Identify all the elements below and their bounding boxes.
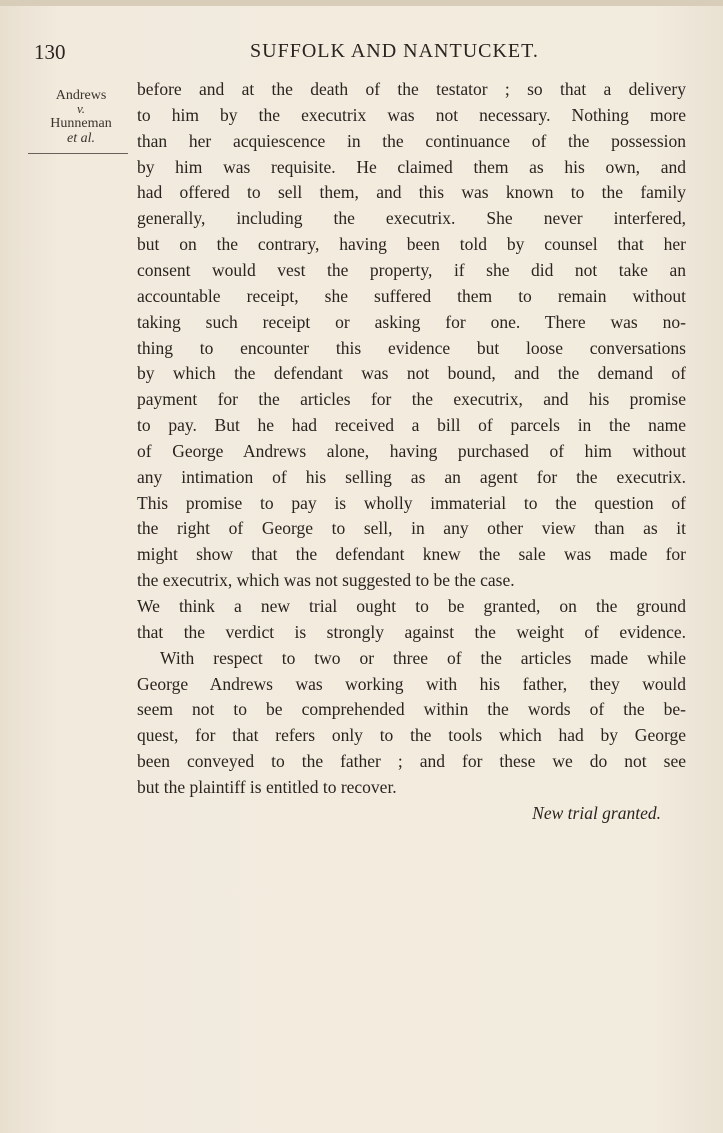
page-edge — [0, 0, 723, 6]
text-line: accountable receipt, she suffered them to remain without — [137, 285, 686, 306]
text-line: to him by the executrix was not necessary. Nothing more — [137, 104, 686, 125]
closing-disposition: New trial granted. — [532, 802, 661, 823]
text-line: quest, for that refers only to the tools which had by George — [137, 725, 686, 746]
text-line: by him was requisite. He claimed them as his own, and — [137, 156, 686, 177]
text-line: generally, including the executrix. She never interfered, — [137, 208, 686, 229]
running-title: SUFFOLK AND NANTUCKET. — [250, 40, 539, 62]
margin-note-plaintiff: Andrews — [55, 88, 107, 103]
text-line: might show that the defendant knew the sale was made for — [137, 544, 686, 565]
text-line: that the verdict is strongly against the weight of evidence. — [137, 621, 686, 642]
text-line: consent would vest the property, if she did not take an — [137, 259, 686, 280]
page-number: 130 — [34, 40, 66, 64]
text-line: before and at the death of the testator ; so that a delivery — [137, 79, 686, 99]
text-line: to pay. But he had received a bill of parcels in the name — [137, 415, 686, 436]
text-line: payment for the articles for the executrix, and his promise — [137, 389, 686, 410]
margin-note-et-al: et al. — [67, 131, 95, 146]
text-line: of George Andrews alone, having purchased of him without — [137, 440, 686, 461]
text-line: the right of George to sell, in any other view than as it — [137, 518, 686, 539]
margin-rule — [28, 153, 128, 154]
text-line: by which the defendant was not bound, and the demand of — [137, 363, 686, 384]
margin-note-versus: v. — [76, 101, 86, 116]
margin-note-defendant: Hunneman — [50, 116, 112, 131]
text-line: than her acquiescence in the continuance of the possession — [137, 130, 686, 151]
text-line: We think a new trial ought to be granted, on the ground — [137, 596, 686, 616]
text-line: With respect to two or three of the articles made while — [160, 647, 686, 668]
text-line: thing to encounter this evidence but loose conversations — [137, 337, 686, 358]
text-line: but the plaintiff is entitled to recover. — [137, 776, 397, 797]
text-line: This promise to pay is wholly immaterial to the question of — [137, 492, 686, 513]
text-line: had offered to sell them, and this was known to the family — [137, 182, 686, 203]
text-line: any intimation of his selling as an agent for the executrix. — [137, 466, 686, 487]
text-line: but on the contrary, having been told by counsel that her — [137, 234, 686, 255]
text-line: the executrix, which was not suggested to be the case. — [137, 570, 515, 591]
text-line: seem not to be comprehended within the words of the be- — [137, 699, 686, 720]
text-line: been conveyed to the father ; and for these we do not see — [137, 751, 686, 772]
text-line: George Andrews was working with his father, they would — [137, 673, 686, 694]
text-line: taking such receipt or asking for one. There was no- — [137, 311, 686, 332]
